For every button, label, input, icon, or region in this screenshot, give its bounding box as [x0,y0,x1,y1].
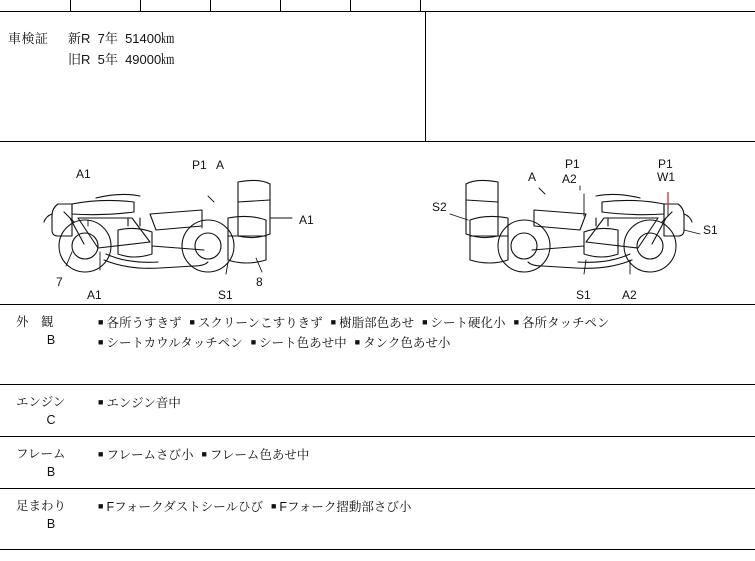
motorcycle-side-views [0,142,755,305]
condition-grade: B [46,517,56,531]
condition-item-label: 各所タッチペン [522,316,610,330]
callout-p1-right-a: P1 [565,157,580,171]
condition-category-engine [16,393,92,429]
condition-grade: C [46,413,56,427]
callout-a1-left-right: A1 [299,213,314,227]
condition-item: ■ 各所うすきず [98,316,182,330]
condition-grade: B [46,333,56,347]
condition-item-label: フレームさび小 [106,448,194,462]
inspection-row-separator [425,12,426,142]
condition-item-label: Fフォークダストシールひび [106,500,263,514]
top-table-strip [0,0,755,12]
condition-item: ■ タンク色あせ小 [354,336,451,350]
condition-item-label: Fフォーク摺動部さび小 [279,500,412,514]
condition-item-label: シート硬化小 [430,316,506,330]
condition-category-label: 外 観 [16,315,54,329]
callout-8-left: 8 [256,275,263,289]
condition-item-label: エンジン音中 [106,396,181,410]
condition-category-label: 足まわり [16,499,67,513]
condition-item: ■ フレームさび小 [98,448,194,462]
callout-a2-right-bottom: A2 [622,288,637,302]
condition-item-label: フレーム色あせ中 [209,448,310,462]
sheet-bottom-border [0,549,755,550]
callout-a1-left-bottom: A1 [87,288,102,302]
callout-7-left: 7 [56,275,63,289]
callout-w1-right: W1 [657,170,675,184]
callout-s1-left: S1 [218,288,233,302]
top-cell-separator [210,0,211,12]
condition-item: ■ Fフォーク摺動部さび小 [270,500,412,514]
callout-s1-right-bottom: S1 [576,288,591,302]
inspection-line-new: 新R 7年 51400㎞ [68,31,175,46]
condition-category-label: エンジン [16,395,66,409]
callout-a1-left-top: A1 [76,167,91,181]
condition-grade: B [46,465,56,479]
condition-item: ■ Fフォークダストシールひび [98,500,263,514]
condition-notes-engine [98,393,745,413]
inspection-certificate-values [68,28,174,70]
condition-item: ■ エンジン音中 [98,396,181,410]
inspection-certificate-label: 車検証 [8,31,49,46]
callout-s2-right: S2 [432,200,447,214]
callout-p1-right-b: P1 [658,157,673,171]
top-cell-separator [350,0,351,12]
condition-row-suspension [0,489,755,549]
callout-s1-right: S1 [703,223,718,237]
side-views-svg [0,142,755,304]
condition-category-exterior [16,313,92,349]
condition-item-label: シートカウルタッチペン [106,336,243,350]
condition-row-exterior [0,305,755,385]
callout-p1-left: P1 [192,158,207,172]
condition-notes-exterior [98,313,745,353]
condition-item: ■ 樹脂部色あせ [330,316,415,330]
condition-row-engine [0,385,755,437]
condition-item-label: 各所うすきず [106,316,182,330]
condition-item: ■ シートカウルタッチペン [98,336,243,350]
condition-notes-suspension [98,497,745,517]
top-cell-separator [420,0,421,12]
top-cell-separator [140,0,141,12]
condition-item: ■ フレーム色あせ中 [201,448,310,462]
inspection-certificate-row [0,12,755,142]
top-cell-separator [280,0,281,12]
top-cell-separator [70,0,71,12]
condition-category-label: フレーム [16,447,66,461]
condition-notes-frame [98,445,745,465]
condition-item: ■ シート硬化小 [422,316,506,330]
condition-category-frame [16,445,92,481]
condition-item: ■ シート色あせ中 [250,336,347,350]
condition-item-label: 樹脂部色あせ [339,316,415,330]
callout-a2-right-top: A2 [562,172,577,186]
inspection-line-old: 旧R 5年 49000㎞ [68,52,175,67]
condition-item: ■ 各所タッチペン [513,316,610,330]
callout-a-left: A [216,158,225,172]
condition-row-frame [0,437,755,489]
condition-category-suspension [16,497,92,533]
condition-item-label: シート色あせ中 [259,336,347,350]
condition-item: ■ スクリーンこすりきず [189,316,323,330]
condition-item-label: スクリーンこすりきず [197,316,323,330]
callout-a-right: A [528,170,537,184]
condition-item-label: タンク色あせ小 [363,336,451,350]
